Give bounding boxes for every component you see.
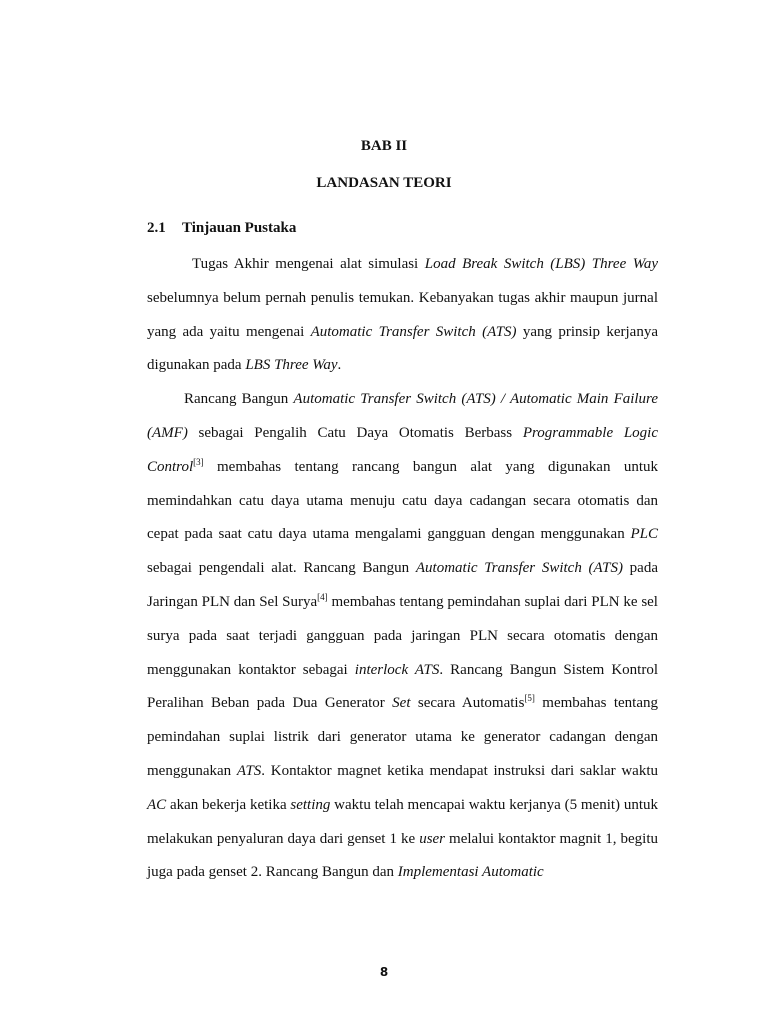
italic-text: user	[419, 830, 446, 847]
text-run: secara Automatis	[410, 695, 525, 712]
text-run: membahas tentang pemindahan suplai dari PLN ke sel surya pada saat terjadi gangguan pada jaringan PLN secara otomatis dengan menggunakan kontaktor sebagai	[147, 593, 658, 678]
text-run: Tugas Akhir mengenai alat simulasi	[192, 256, 425, 272]
italic-text: Automatic Transfer Switch (ATS)	[415, 560, 623, 577]
italic-text: Automatic Transfer Switch (ATS) / Automatic Main Failure (AMF)	[147, 391, 658, 441]
chapter-title: LANDASAN TEORI	[316, 175, 452, 191]
paragraph-2	[147, 383, 658, 890]
citation-ref: [4]	[317, 591, 328, 602]
text-run: membahas tentang pemindahan suplai listrik dari generator utama ke generator cadangan dengan menggunakan	[147, 695, 658, 779]
italic-text: PLC	[630, 526, 658, 543]
text-run: yang prinsip kerjanya digunakan pada	[147, 323, 658, 374]
chapter-label: BAB II	[360, 138, 408, 154]
italic-text: AC	[147, 796, 167, 813]
text-run: pada Jaringan PLN dan Sel Surya	[147, 560, 658, 610]
text-run: sebelumnya belum pernah penulis temukan. Kebanyakan tugas akhir maupun jurnal yang ada yaitu mengenai	[147, 289, 658, 340]
section-number: 2.1	[147, 220, 166, 236]
citation-ref: [3]	[193, 456, 204, 467]
text-run: . Rancang Bangun Sistem Kontrol Peralihan Beban pada Dua Generator	[147, 661, 658, 712]
text-run: Rancang Bangun	[184, 391, 294, 408]
section-title: Tinjauan Pustaka	[182, 220, 297, 236]
italic-text: Programmable Logic Control	[147, 424, 658, 475]
italic-text: Implementasi Automatic	[397, 864, 544, 881]
section-heading	[147, 220, 296, 237]
page-number: 8	[379, 965, 389, 979]
citation-ref: [5]	[524, 693, 535, 704]
italic-text: setting	[290, 796, 331, 813]
text-run: .	[337, 357, 342, 374]
italic-text: Automatic Transfer Switch (ATS)	[310, 323, 517, 340]
text-run: membahas tentang rancang bangun alat yang digunakan untuk memindahkan catu daya utama menuju catu daya cadangan secara otomatis dan cepat pada saat catu daya utama mengalami gangguan dengan menggunakan	[147, 458, 658, 543]
body-text	[147, 248, 658, 890]
italic-text: Set	[392, 695, 411, 712]
text-run: sebagai pengendali alat. Rancang Bangun	[147, 560, 416, 577]
italic-text: LBS Three Way	[245, 357, 338, 374]
text-run: melalui kontaktor magnit 1, begitu juga pada genset 2. Rancang Bangun dan	[147, 830, 658, 881]
italic-text: interlock ATS	[354, 661, 440, 678]
text-run: akan bekerja ketika	[166, 796, 291, 813]
italic-text: Load Break Switch (LBS) Three Way	[424, 256, 659, 272]
text-run: waktu telah mencapai waktu kerjanya (5 menit) untuk melakukan penyaluran daya dari genset 1 ke	[147, 796, 658, 847]
text-run: sebagai Pengalih Catu Daya Otomatis Berbass	[187, 424, 523, 441]
text-run: . Kontaktor magnet ketika mendapat instruksi dari saklar waktu	[261, 762, 658, 779]
italic-text: ATS	[236, 762, 262, 779]
paragraph-1	[147, 248, 658, 383]
